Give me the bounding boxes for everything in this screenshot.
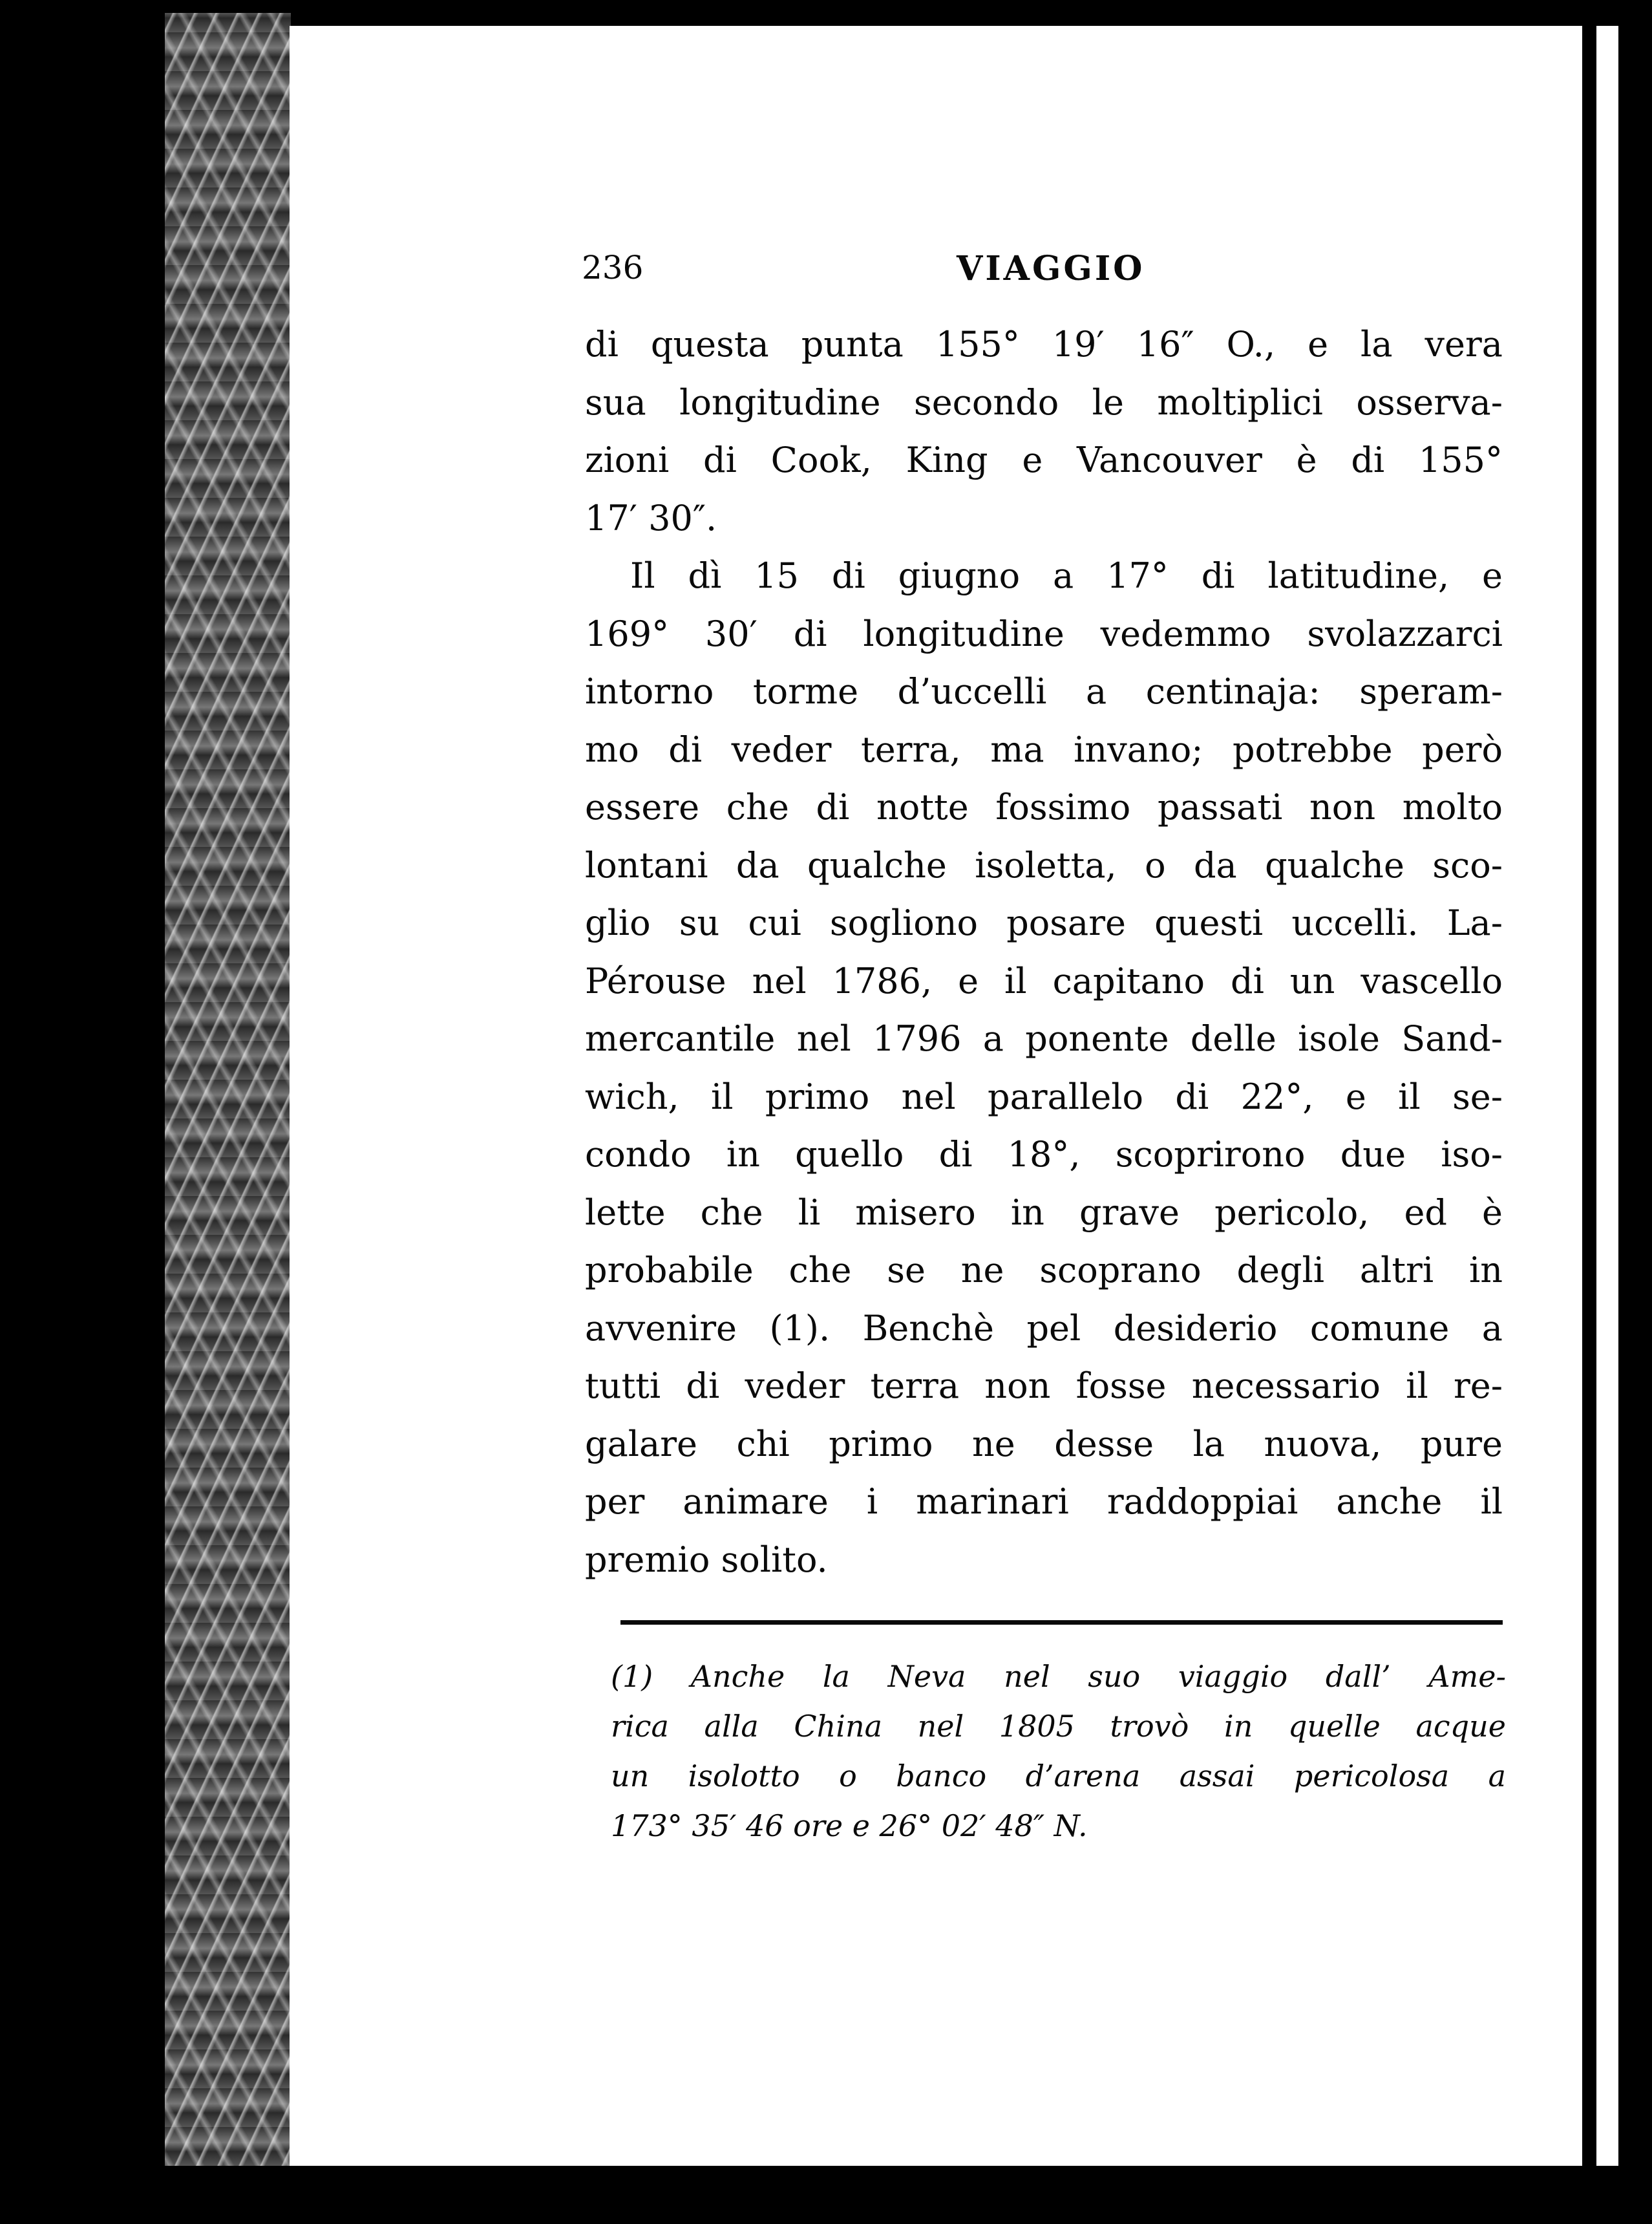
body-line: di questa punta 155° 19′ 16″ O., e la vera: [585, 324, 1503, 365]
body-line: premio solito.: [585, 1539, 828, 1580]
footnote-line: (1) Anche la Neva nel suo viaggio dall’ Ame-: [611, 1659, 1506, 1694]
footnote: [611, 1652, 1506, 1851]
body-line: 17′ 30″.: [585, 497, 717, 539]
page-right-margin: [1596, 26, 1618, 2166]
footnote-line: un isolotto o banco d’arena assai pericolosa a: [611, 1759, 1506, 1793]
body-line: glio su cui sogliono posare questi uccelli. La-: [585, 903, 1503, 943]
body-line: 169° 30′ di longitudine vedemmo svolazzarci: [585, 613, 1503, 654]
body-line: zioni di Cook, King e Vancouver è di 155°: [585, 440, 1503, 480]
marbled-book-edge: [165, 13, 291, 2166]
body-line: mo di veder terra, ma invano; potrebbe però: [585, 729, 1503, 770]
page-number: 236: [582, 249, 644, 286]
body-line: condo in quello di 18°, scoprirono due iso-: [585, 1134, 1503, 1175]
body-text: [585, 315, 1503, 1588]
footnote-rule: [620, 1620, 1503, 1625]
body-line: Il dì 15 di giugno a 17° di latitudine, e: [630, 555, 1503, 596]
body-line: Pérouse nel 1786, e il capitano di un vascello: [585, 960, 1503, 1001]
body-line: essere che di notte fossimo passati non molto: [585, 787, 1503, 828]
body-line: tutti di veder terra non fosse necessario il re-: [585, 1365, 1503, 1406]
body-line: wich, il primo nel parallelo di 22°, e il se-: [585, 1076, 1503, 1117]
body-line: lette che li misero in grave pericolo, ed è: [585, 1192, 1503, 1233]
body-line: probabile che se ne scoprano degli altri in: [585, 1250, 1503, 1290]
running-head: [582, 249, 1487, 294]
body-line: per animare i marinari raddoppiai anche il: [585, 1481, 1503, 1522]
body-line: avvenire (1). Benchè pel desiderio comune a: [585, 1307, 1503, 1349]
footnote-line: rica alla China nel 1805 trovò in quelle acque: [611, 1709, 1506, 1744]
body-line: mercantile nel 1796 a ponente delle isole Sand-: [585, 1018, 1503, 1059]
running-title: VIAGGIO: [957, 249, 1145, 288]
body-line: sua longitudine secondo le moltiplici osserva-: [585, 381, 1503, 423]
body-line: galare chi primo ne desse la nuova, pure: [585, 1423, 1503, 1464]
body-line: lontani da qualche isoletta, o da qualche sco-: [585, 844, 1503, 886]
footnote-line: 173° 35′ 46 ore e 26° 02′ 48″ N.: [611, 1808, 1088, 1843]
body-line: intorno torme d’uccelli a centinaja: speram-: [585, 671, 1503, 712]
